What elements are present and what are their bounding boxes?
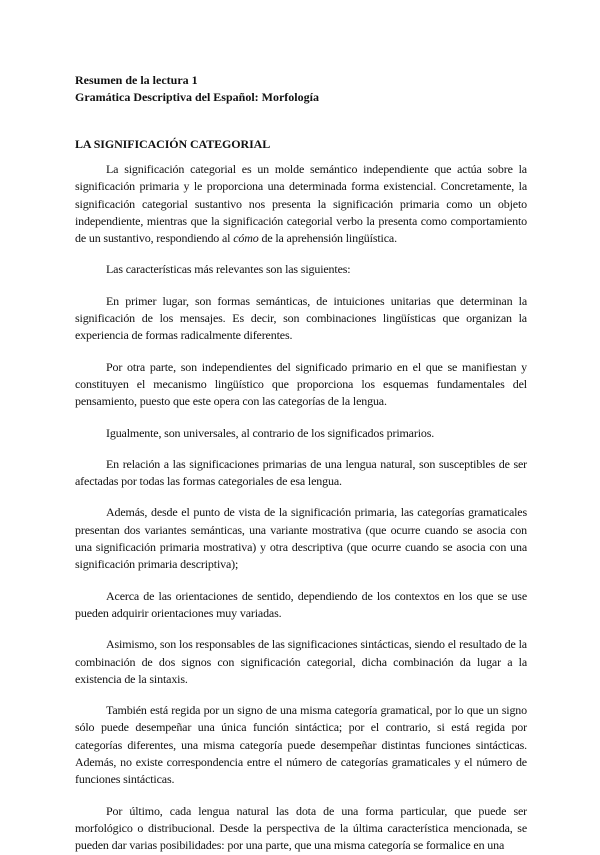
paragraph-2: Las características más relevantes son las siguientes:: [106, 262, 351, 277]
paragraph-1-text-a: La significación categorial es un molde semántico independiente que actúa sobre la significación primaria y le proporciona una determinada forma existencial. Concretamente, la significación categorial sustantivo nos presenta la significación primaria como un objeto independiente, mientras que la significación categorial verbo la presenta como comportamiento de un sustantivo, respondiendo al: [75, 162, 527, 246]
paragraph-10: También está regida por un signo de una misma categoría gramatical, por lo que un signo sólo puede desempeñar una única función sintáctica; por el contrario, si está regida por categorías diferentes, una misma categoría puede desempeñar distintas funciones sintácticas. Además, no existe correspondencia entre el número de categorías gramaticales y el número de funciones sintácticas.: [75, 703, 527, 787]
paragraph-9: Asimismo, son los responsables de las significaciones sintácticas, siendo el resultado de la combinación de dos signos con significación categorial, dicha combinación da lugar a la existencia de la sintaxis.: [75, 637, 527, 686]
document-body: [75, 161, 527, 855]
paragraph-6: En relación a las significaciones primarias de una lengua natural, son susceptibles de ser afectadas por todas las formas categoriales de esa lengua.: [75, 456, 527, 489]
paragraph-5: Igualmente, son universales, al contrario de los significados primarios.: [106, 425, 435, 440]
section-title: LA SIGNIFICACIÓN CATEGORIAL: [75, 137, 271, 151]
paragraph-1-text-b: de la aprehensión lingüística.: [258, 231, 397, 246]
paragraph-7: Además, desde el punto de vista de la significación primaria, las categorías gramaticales presentan dos variantes semánticas, una variante mostrativa (que ocurre cuando se asocia con una significación primaria mostrativa) y otra descriptiva (que ocurre cuando se asocia con una significación primaria descriptiva);: [75, 505, 527, 572]
paragraph-1: [75, 161, 527, 247]
document-header: [75, 72, 535, 106]
paragraph-8: Acerca de las orientaciones de sentido, dependiendo de los contextos en los que se use pueden adquirir orientaciones muy variadas.: [75, 588, 527, 620]
header-line-2: Gramática Descriptiva del Español: Morfología: [75, 90, 319, 104]
paragraph-4: Por otra parte, son independientes del significado primario en el que se manifiestan y constituyen el mecanismo lingüístico que proporciona los esquemas fundamentales del pensamiento, puesto que este opera con las categorías de la lengua.: [75, 359, 527, 409]
paragraph-1-emphasis: cómo: [233, 231, 259, 246]
header-line-1: Resumen de la lectura 1: [75, 73, 198, 87]
paragraph-3: En primer lugar, son formas semánticas, de intuiciones unitarias que determinan la significación de los mensajes. Es decir, son combinaciones lingüísticas que organizan la experiencia de formas radicalmente diferentes.: [75, 293, 527, 343]
paragraph-11: Por último, cada lengua natural las dota de una forma particular, que puede ser morfológico o distribucional. Desde la perspectiva de la última característica mencionada, se pueden dar varias posibilidades: por una parte, que una misma categoría se formalice en una: [75, 803, 527, 853]
